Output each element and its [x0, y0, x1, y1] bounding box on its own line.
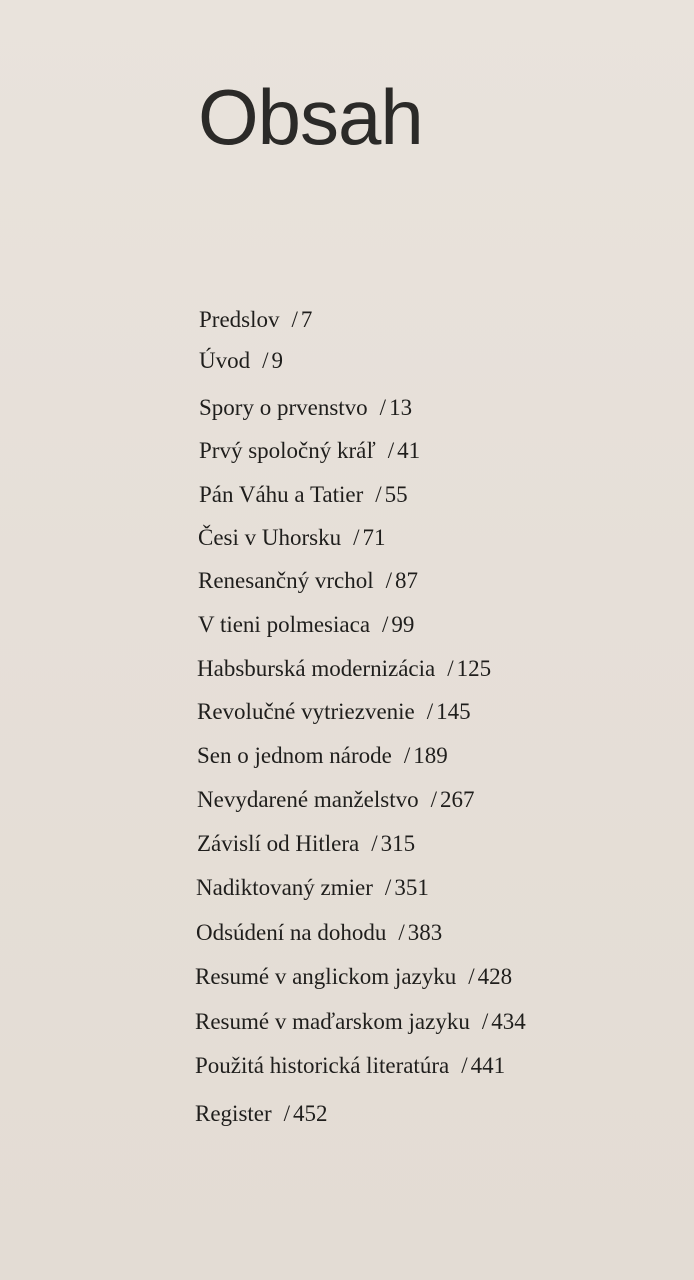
toc-entry-title: Závislí od Hitlera	[197, 831, 360, 856]
toc-entry	[197, 788, 475, 811]
toc-entry-page: / 55	[375, 482, 408, 507]
toc-entry-title: Nadiktovaný zmier	[196, 875, 373, 900]
toc-entry	[197, 657, 491, 680]
toc-entry-page: / 452	[283, 1101, 328, 1126]
toc-entry-page: / 9	[262, 348, 284, 373]
toc-entry	[199, 483, 408, 506]
toc-entry-title: Použitá historická literatúra	[195, 1053, 450, 1078]
toc-entry-page: / 87	[385, 568, 419, 593]
toc-entry-page: / 145	[426, 699, 471, 724]
toc-entry	[196, 921, 442, 944]
toc-entry-page: / 71	[353, 525, 386, 550]
toc-entry-page: / 441	[461, 1053, 506, 1078]
toc-entry	[195, 1010, 526, 1033]
toc-entry-title: Register	[195, 1101, 272, 1126]
toc-entry-title: Habsburská modernizácia	[197, 656, 436, 681]
toc-entry	[197, 700, 471, 723]
toc-entry-title: Revolučné vytriezvenie	[197, 699, 415, 724]
toc-entry	[196, 876, 429, 899]
toc-entry-page: / 267	[430, 787, 475, 812]
toc-entry-page: / 125	[447, 656, 492, 681]
toc-entry-title: Odsúdení na dohodu	[196, 920, 387, 945]
toc-entry-title: Prvý spoločný kráľ	[199, 438, 376, 463]
toc-entry-title: Spory o prvenstvo	[199, 395, 368, 420]
toc-entry-title: Resumé v maďarskom jazyku	[195, 1009, 470, 1034]
toc-entry	[199, 349, 283, 372]
toc-entry-title: Úvod	[199, 348, 251, 373]
toc-entry	[197, 744, 448, 767]
toc-entry-title: Pán Váhu a Tatier	[199, 482, 364, 507]
toc-entry-title: Nevydarené manželstvo	[197, 787, 419, 812]
toc-entry	[199, 439, 420, 462]
toc-entry	[195, 1054, 505, 1077]
toc-entry-title: Resumé v anglickom jazyku	[195, 964, 457, 989]
toc-entry-page: / 351	[384, 875, 429, 900]
toc-entry-title: Česi v Uhorsku	[198, 525, 342, 550]
toc-entry-page: / 434	[481, 1009, 526, 1034]
toc-entry	[195, 965, 512, 988]
toc-entry-page: / 13	[379, 395, 413, 420]
toc-entry-title: Predslov	[199, 307, 280, 332]
toc-entry-title: Renesančný vrchol	[198, 568, 374, 593]
toc-entry-page: / 315	[371, 831, 416, 856]
toc-entry	[198, 526, 386, 549]
toc-entry	[195, 1102, 328, 1125]
toc-entry-page: / 189	[403, 743, 448, 768]
toc-entry-page: / 428	[468, 964, 513, 989]
toc-entry-page: / 41	[387, 438, 421, 463]
toc-entry	[198, 569, 418, 592]
toc-entry-title: V tieni polmesiaca	[198, 612, 371, 637]
toc-entry	[199, 308, 312, 331]
toc-entry-page: / 7	[291, 307, 313, 332]
toc-entry	[197, 832, 415, 855]
toc-entry-page: / 383	[398, 920, 443, 945]
toc-entry	[199, 396, 412, 419]
toc-entry	[198, 613, 414, 636]
toc-entry-page: / 99	[382, 612, 415, 637]
page-title: Obsah	[198, 73, 423, 161]
toc-entry-title: Sen o jednom národe	[197, 743, 392, 768]
